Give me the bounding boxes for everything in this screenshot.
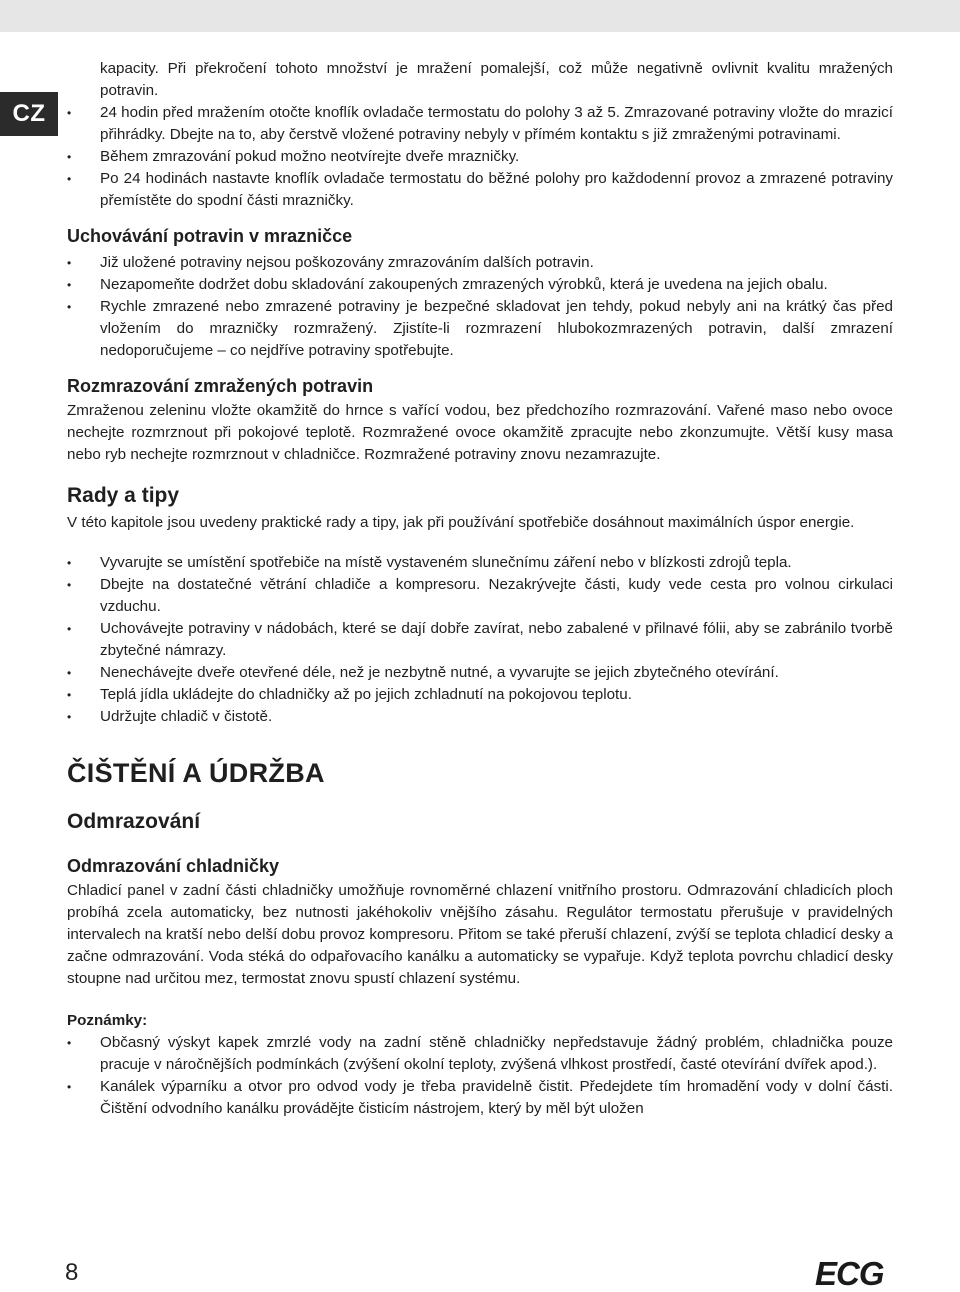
list-item: • Teplá jídla ukládejte do chladničky až po jejich zchladnutí na pokojovou teplotu.	[67, 684, 893, 706]
list-item: • Rychle zmrazené nebo zmrazené potraviny je bezpečné skladovat jen tehdy, pokud nebyly ani na krátký čas před vložením do mrazničky rozmražený. Zjistíte-li rozmrazení hlubokozmrazených potravin, další zmrazení nedoporučujeme – co nejdříve potraviny spotřebujte.	[67, 296, 893, 362]
tips-heading: Rady a tipy	[67, 484, 180, 507]
fridge-defrosting-heading: Odmrazování chladničky	[67, 856, 280, 876]
list-item: • Nenechávejte dveře otevřené déle, než je nezbytně nutné, a vyvarujte se jejich zbytečného otevírání.	[67, 662, 893, 684]
thawing-text: Zmraženou zeleninu vložte okamžitě do hrnce s vařící vodou, bez předchozího rozmrazování. Vařené maso nebo ovoce nechejte rozmrznout při pokojové teplotě. Rozmražené ovoce okamžitě zpracujte nebo zkonzumujte. Větší kusy masa nebo ryb nechejte rozmrznout v chladničce. Rozmražené potraviny znovu nezamrazujte.	[67, 402, 893, 463]
brand-logo: ECG	[815, 1255, 884, 1292]
language-tab: CZ	[0, 92, 58, 136]
list-item: • Během zmrazování pokud možno neotvírejte dveře mrazničky.	[67, 146, 893, 168]
page-number: 8	[65, 1259, 79, 1286]
list-item: • Občasný výskyt kapek zmrzlé vody na zadní stěně chladničky nepředstavuje žádný problém, chladnička pouze pracuje v náročnějších podmínkách (zvýšení okolní teploty, zvýšená vlhkost prostředí, časté otevírání dvířek apod.).	[67, 1032, 893, 1076]
list-item: • Udržujte chladič v čistotě.	[67, 706, 893, 728]
tips-bullets	[67, 552, 893, 728]
fridge-defrosting-text: Chladicí panel v zadní části chladničky umožňuje rovnoměrné chlazení vnitřního prostoru. Odmrazování chladicích ploch probíhá zcela automaticky, bez nutnosti jakéhokoliv vnějšího zásahu. Regulátor termostatu přerušuje v pravidelných intervalech na kratší nebo delší dobu provoz kompresoru. Přitom se také přeruší chlazení, zvýší se teplota chladicí desky a začne odmrazování. Voda stéká do odpařovacího kanálku a automaticky se vypařuje. Když teplota povrchu chladicí desky stoupne nad určitou mez, termostat znovu spustí chlazení systému.	[67, 882, 893, 987]
top-header-bar	[0, 0, 960, 32]
list-item: • Uchovávejte potraviny v nádobách, které se dají dobře zavírat, nebo zabalené v přilnavé fólii, aby se zabránilo tvorbě zbytečné námrazy.	[67, 618, 893, 662]
list-item: • Po 24 hodinách nastavte knoflík ovladače termostatu do běžné polohy pro každodenní provoz a zmrazené potraviny přemístěte do spodní části mrazničky.	[67, 168, 893, 212]
storage-bullets	[67, 252, 893, 362]
thawing-heading: Rozmrazování zmražených potravin	[67, 376, 374, 396]
notes-bullets	[67, 1032, 893, 1120]
list-item: • Kanálek výparníku a otvor pro odvod vody je třeba pravidelně čistit. Předejdete tím hromadění vody v dolní části. Čištění odvodního kanálku provádějte čisticím nástrojem, který by měl být uložen	[67, 1076, 893, 1120]
cleaning-heading: ČIŠTĚNÍ A ÚDRŽBA	[67, 758, 325, 788]
tips-intro: V této kapitole jsou uvedeny praktické rady a tipy, jak při používání spotřebiče dosáhnout maximálních úspor energie.	[67, 514, 855, 531]
notes-label: Poznámky:	[67, 1012, 148, 1029]
storage-heading: Uchovávání potravin v mrazničce	[67, 226, 353, 246]
intro-continuation: kapacity. Při překročení tohoto množství je mražení pomalejší, což může negativně ovlivnit kvalitu mražených potravin.	[100, 60, 893, 99]
list-item: • Vyvarujte se umístění spotřebiče na místě vystaveném slunečnímu záření nebo v blízkosti zdrojů tepla.	[67, 552, 893, 574]
list-item: • Již uložené potraviny nejsou poškozovány zmrazováním dalších potravin.	[67, 252, 893, 274]
page-content	[67, 58, 893, 1120]
list-item: • 24 hodin před mražením otočte knoflík ovladače termostatu do polohy 3 až 5. Zmrazované potraviny vložte do mrazicí přihrádky. Dbejte na to, aby čerstvě vložené potraviny nebyly v přímém kontaktu s již zmraženými potravinami.	[67, 102, 893, 146]
freezing-bullets	[67, 102, 893, 212]
defrosting-heading: Odmrazování	[67, 810, 201, 833]
list-item: • Nezapomeňte dodržet dobu skladování zakoupených zmrazených výrobků, která je uvedena na jejich obalu.	[67, 274, 893, 296]
list-item: • Dbejte na dostatečné větrání chladiče a kompresoru. Nezakrývejte části, kudy vede cesta pro volnou cirkulaci vzduchu.	[67, 574, 893, 618]
